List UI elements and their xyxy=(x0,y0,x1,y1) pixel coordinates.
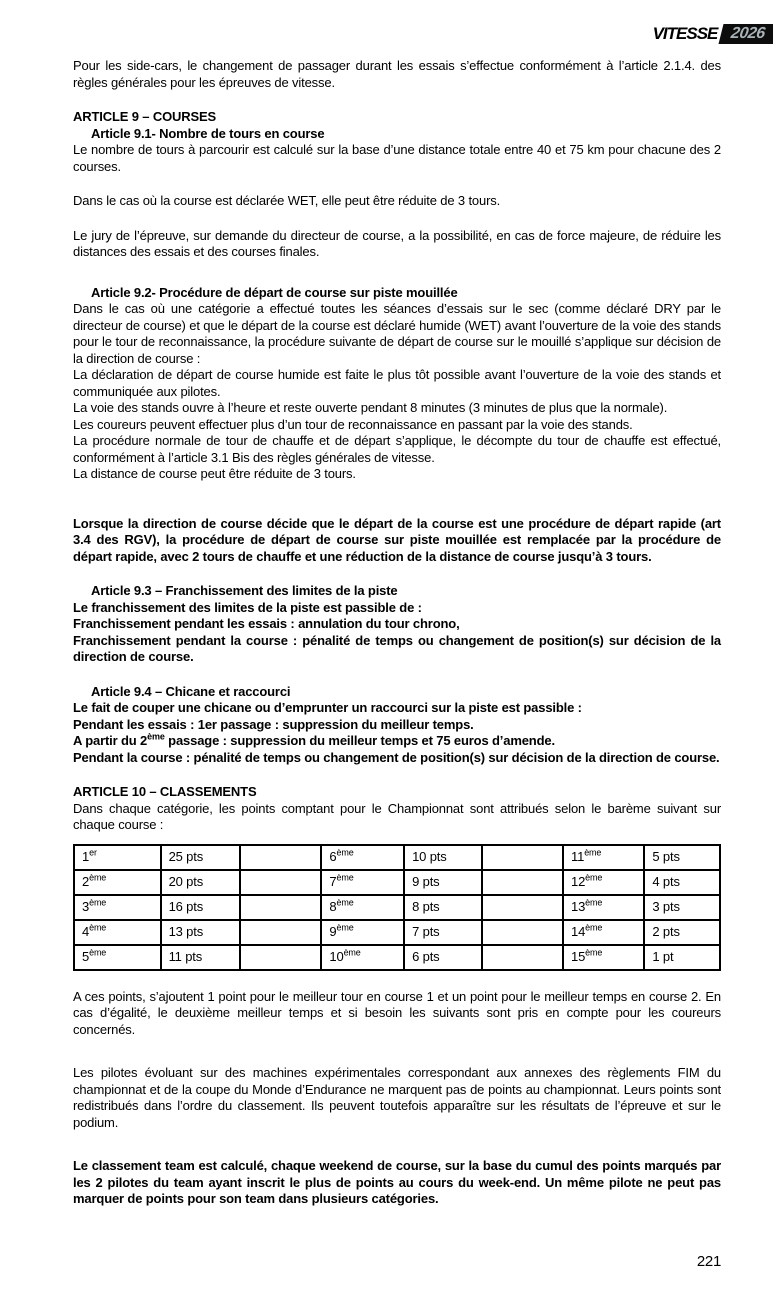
rank-cell: 12ème xyxy=(563,870,644,895)
paragraph-team-ranking: Le classement team est calculé, chaque weekend de course, sur la base du cumul des points marqués par les 2 pilotes du team ayant inscrit le plus de points au cours du week-end. Un même pilote ne peut pas marquer de points pour son team dans plusieurs catégories. xyxy=(73,1158,721,1206)
points-table-row xyxy=(74,895,720,920)
points-cell: 20 pts xyxy=(161,870,240,895)
points-cell: 8 pts xyxy=(404,895,482,920)
paragraph-9-1: Le nombre de tours à parcourir est calculé sur la base d’une distance totale entre 40 et 75 km pour chacune des 2 courses. xyxy=(73,142,721,174)
rank-cell: 11ème xyxy=(563,845,644,870)
heading-article-9-1: Article 9.1- Nombre de tours en course xyxy=(91,125,325,141)
spacer-cell xyxy=(482,895,563,920)
rank-cell: 6ème xyxy=(321,845,404,870)
ordinal-superscript: ème xyxy=(147,731,165,742)
paragraph-experimental-machines: Les pilotes évoluant sur des machines expérimentales correspondant aux annexes des règlements FIM du championnat et de la coupe du Monde d’Endurance ne marquent pas de points au championnat. Leurs points sont redistribués dans l’ordre du classement. Ils peuvent toutefois apparaître sur les résultats de l’épreuve et sur le podium. xyxy=(73,1065,721,1130)
paragraph-9-2-distance: La distance de course peut être réduite de 3 tours. xyxy=(73,466,356,481)
spacer-cell xyxy=(240,945,321,970)
paragraph-wet: Dans le cas où la course est déclarée WET, elle peut être réduite de 3 tours. xyxy=(73,193,501,208)
page-number: 221 xyxy=(696,1253,721,1270)
rank-cell: 8ème xyxy=(321,895,404,920)
rank-cell: 9ème xyxy=(321,920,404,945)
paragraph-9-2-pitlane: La voie des stands ouvre à l’heure et reste ouverte pendant 8 minutes (3 minutes de plus que la normale). xyxy=(73,400,668,415)
points-cell: 6 pts xyxy=(404,945,482,970)
points-table-row xyxy=(74,845,720,870)
rank-cell: 3ème xyxy=(74,895,161,920)
points-table xyxy=(73,844,721,971)
spacer-cell xyxy=(482,870,563,895)
document-body xyxy=(73,58,721,1208)
spacer-cell xyxy=(240,870,321,895)
rank-cell: 15ème xyxy=(563,945,644,970)
points-cell: 10 pts xyxy=(404,845,482,870)
second-pass-text-start: A partir du 2 xyxy=(73,733,148,748)
paragraph-9-3-course: Franchissement pendant la course : pénalité de temps ou changement de position(s) sur décision de la direction de course. xyxy=(73,632,721,664)
paragraph-9-2-declaration: La déclaration de départ de course humide est faite le plus tôt possible avant l’ouverture de la voie des stands et communiquée aux pilotes. xyxy=(73,367,721,399)
heading-article-10: ARTICLE 10 – CLASSEMENTS xyxy=(73,784,257,799)
paragraph-9-2-procedure: Dans le cas où une catégorie a effectué toutes les séances d’essais sur le sec (comme déclaré DRY par le directeur de course) et que le départ de la course est déclaré humide (WET) avant l’ouverture de la voie des stands pour le tour de reconnaissance, la procédure suivante de départ de course sur le mouillé s’applique sur décision de la direction de course : xyxy=(73,301,721,366)
points-cell: 25 pts xyxy=(161,845,240,870)
points-cell: 3 pts xyxy=(644,895,720,920)
paragraph-10-intro: Dans chaque catégorie, les points comptant pour le Championnat sont attribués selon le barème suivant sur chaque course : xyxy=(73,800,721,832)
paragraph-quick-start: Lorsque la direction de course décide que le départ de la course est une procédure de départ rapide (art 3.4 des RGV), la procédure de départ de course sur piste mouillée est remplacée par la procédure de départ rapide, avec 2 tours de chauffe et une réduction de la distance de course jusqu’à 3 tours. xyxy=(73,515,721,564)
paragraph-bonus-points: A ces points, s’ajoutent 1 point pour le meilleur tour en course 1 et un point pour le meilleur temps en course 2. En cas d’égalité, le deuxième meilleur temps et si besoin les suivants sont pris en compte pour les coureurs concernés. xyxy=(73,988,721,1037)
points-cell: 16 pts xyxy=(161,895,240,920)
rank-cell: 13ème xyxy=(563,895,644,920)
rank-cell: 10ème xyxy=(321,945,404,970)
rank-cell: 2ème xyxy=(74,870,161,895)
paragraph-9-3-intro: Le franchissement des limites de la piste est passible de : xyxy=(73,599,422,615)
paragraph-9-4-course: Pendant la course : pénalité de temps ou changement de position(s) sur décision de la direction de course. xyxy=(73,749,720,765)
paragraph-9-2-sighting-lap: Les coureurs peuvent effectuer plus d’un tour de reconnaissance en passant par la voie des stands. xyxy=(73,416,633,432)
spacer-cell xyxy=(240,920,321,945)
points-cell: 7 pts xyxy=(404,920,482,945)
rank-cell: 1er xyxy=(74,845,161,870)
points-cell: 2 pts xyxy=(644,920,720,945)
points-cell: 5 pts xyxy=(644,845,720,870)
points-cell: 4 pts xyxy=(644,870,720,895)
paragraph-9-4-second-pass xyxy=(73,733,721,750)
points-table-body xyxy=(74,845,720,970)
heading-article-9-3: Article 9.3 – Franchissement des limites de la piste xyxy=(91,583,398,598)
spacer-cell xyxy=(240,895,321,920)
spacer-cell xyxy=(240,845,321,870)
brand-wordmark: VITESSE xyxy=(652,24,718,43)
spacer-cell xyxy=(482,845,563,870)
points-cell: 9 pts xyxy=(404,870,482,895)
year-label: 2026 xyxy=(730,25,767,42)
spacer-cell xyxy=(482,920,563,945)
points-cell: 11 pts xyxy=(161,945,240,970)
paragraph-jury: Le jury de l’épreuve, sur demande du directeur de course, a la possibilité, en cas de force majeure, de réduire les distances des essais et des courses finales. xyxy=(73,227,721,259)
rank-cell: 5ème xyxy=(74,945,161,970)
heading-article-9-4: Article 9.4 – Chicane et raccourci xyxy=(91,683,291,699)
points-table-row xyxy=(74,945,720,970)
points-table-row xyxy=(74,870,720,895)
second-pass-text-end: passage : suppression du meilleur temps et 75 euros d’amende. xyxy=(164,733,555,748)
points-cell: 13 pts xyxy=(161,920,240,945)
paragraph-9-3-essais: Franchissement pendant les essais : annulation du tour chrono, xyxy=(73,616,460,631)
heading-article-9-2: Article 9.2- Procédure de départ de course sur piste mouillée xyxy=(91,284,458,300)
paragraph-9-2-warmup: La procédure normale de tour de chauffe et de départ s’applique, le décompte du tour de chauffe est effectué, conformément à l’article 3.1 Bis des règles générales de vitesse. xyxy=(73,433,721,465)
rank-cell: 4ème xyxy=(74,920,161,945)
year-banner xyxy=(719,24,773,44)
paragraph-9-4-intro: Le fait de couper une chicane ou d’emprunter un raccourci sur la piste est passible : xyxy=(73,700,582,715)
points-cell: 1 pt xyxy=(644,945,720,970)
heading-article-9: ARTICLE 9 – COURSES xyxy=(73,109,217,124)
rank-cell: 14ème xyxy=(563,920,644,945)
page-header xyxy=(0,24,773,44)
spacer-cell xyxy=(482,945,563,970)
rank-cell: 7ème xyxy=(321,870,404,895)
points-table-row xyxy=(74,920,720,945)
paragraph-sidecars: Pour les side-cars, le changement de passager durant les essais s’effectue conformément à l’article 2.1.4. des règles générales pour les épreuves de vitesse. xyxy=(73,58,721,90)
paragraph-9-4-first-pass: Pendant les essais : 1er passage : suppression du meilleur temps. xyxy=(73,716,474,732)
